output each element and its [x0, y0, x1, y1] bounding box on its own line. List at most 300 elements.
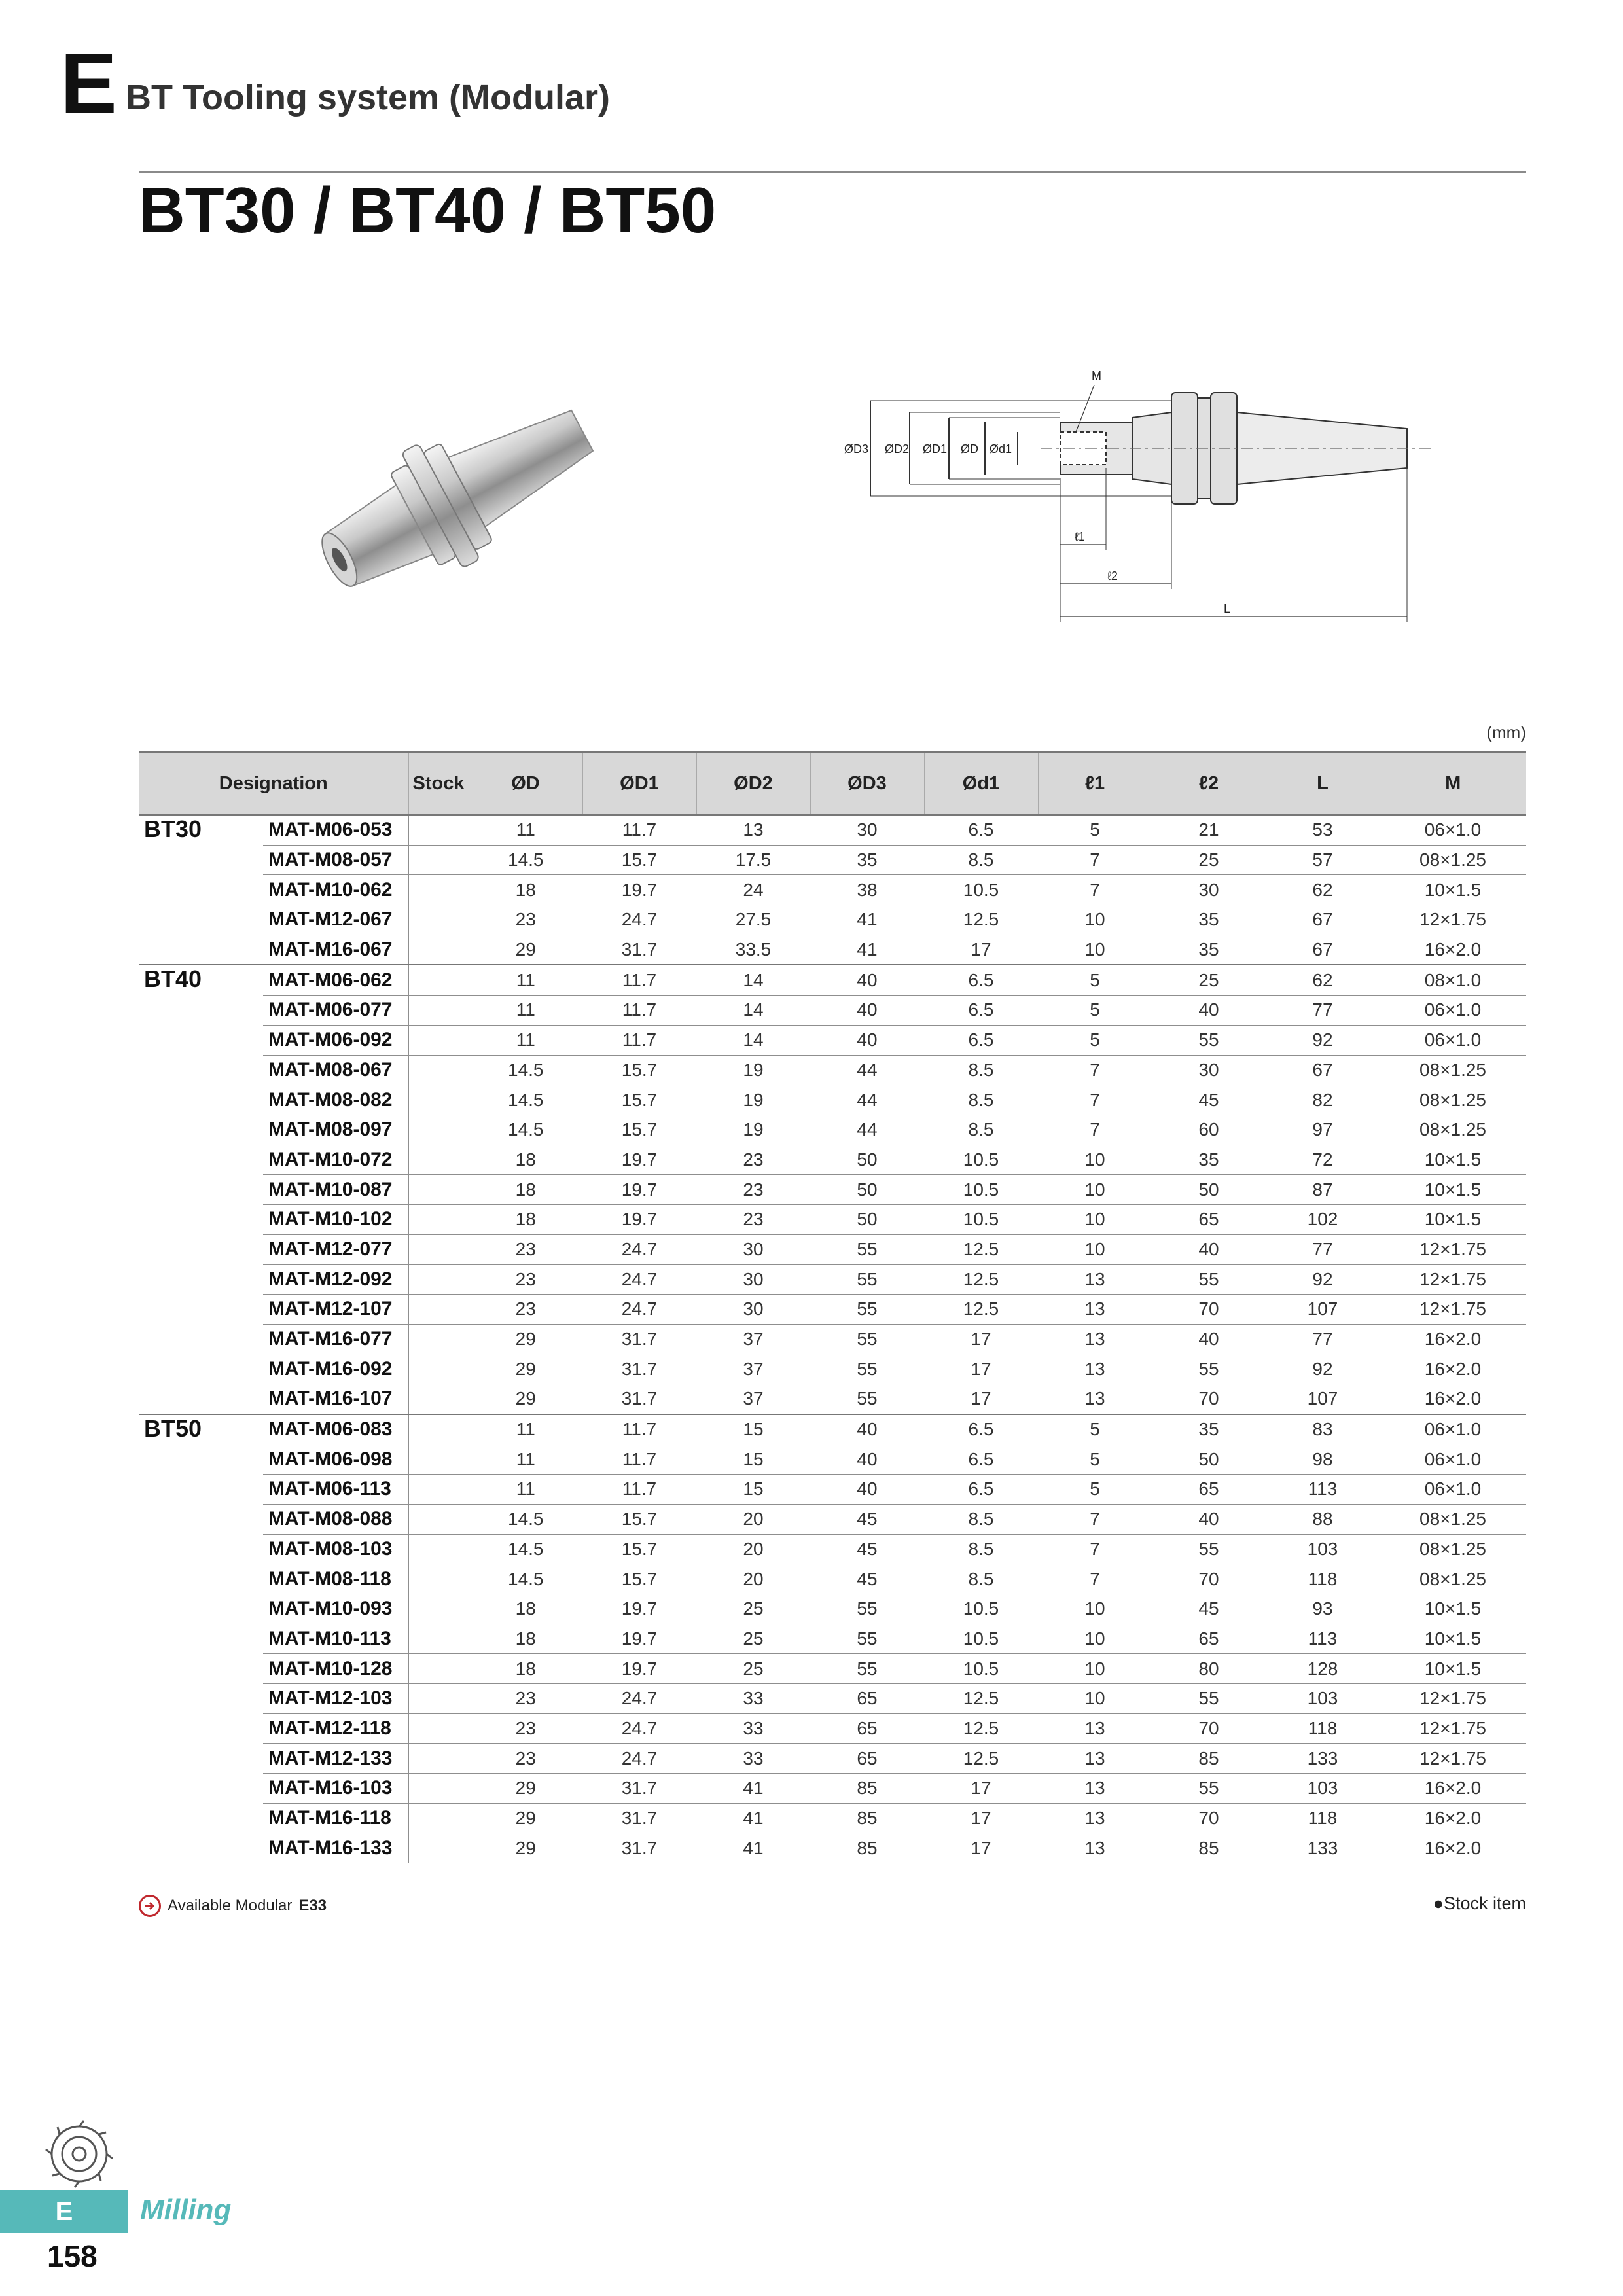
stock-cell [408, 1145, 469, 1175]
value-cell: 12.5 [924, 1713, 1038, 1744]
value-cell: 103 [1266, 1534, 1380, 1564]
table-row [139, 1833, 1526, 1863]
value-cell: 17.5 [696, 845, 810, 875]
value-cell: 40 [810, 1475, 924, 1505]
technical-drawing [844, 360, 1446, 635]
header-divider [139, 171, 1526, 173]
designation-cell: MAT-M06-077 [263, 996, 408, 1026]
value-cell: 24.7 [582, 1713, 696, 1744]
value-cell: 12.5 [924, 1295, 1038, 1325]
value-cell: 19.7 [582, 1175, 696, 1205]
value-cell: 7 [1038, 1115, 1152, 1145]
value-cell: 70 [1152, 1295, 1266, 1325]
designation-cell: MAT-M06-098 [263, 1444, 408, 1475]
value-cell: 7 [1038, 1085, 1152, 1115]
value-cell: 18 [469, 1145, 582, 1175]
value-cell: 5 [1038, 1414, 1152, 1444]
stock-cell [408, 1265, 469, 1295]
designation-cell: MAT-M12-118 [263, 1713, 408, 1744]
value-cell: 23 [469, 905, 582, 935]
value-cell: 55 [1152, 1683, 1266, 1713]
stock-cell [408, 935, 469, 965]
stock-cell [408, 1234, 469, 1265]
value-cell: 65 [1152, 1204, 1266, 1234]
value-cell: 41 [696, 1774, 810, 1804]
value-cell: 12.5 [924, 1265, 1038, 1295]
value-cell: 31.7 [582, 1384, 696, 1414]
header-d3: ØD3 [810, 752, 924, 815]
value-cell: 45 [1152, 1594, 1266, 1624]
table-row [139, 1025, 1526, 1055]
designation-cell: MAT-M16-133 [263, 1833, 408, 1863]
value-cell: 92 [1266, 1265, 1380, 1295]
table-row [139, 1384, 1526, 1414]
value-cell: 23 [696, 1145, 810, 1175]
value-cell: 55 [810, 1324, 924, 1354]
value-cell: 55 [810, 1295, 924, 1325]
value-cell: 20 [696, 1534, 810, 1564]
value-cell: 16×2.0 [1380, 1384, 1526, 1414]
value-cell: 11.7 [582, 965, 696, 995]
value-cell: 10×1.5 [1380, 1175, 1526, 1205]
value-cell: 20 [696, 1564, 810, 1594]
value-cell: 31.7 [582, 1324, 696, 1354]
value-cell: 70 [1152, 1803, 1266, 1833]
value-cell: 37 [696, 1354, 810, 1384]
value-cell: 08×1.25 [1380, 1534, 1526, 1564]
value-cell: 10.5 [924, 1654, 1038, 1684]
value-cell: 65 [810, 1713, 924, 1744]
table-row [139, 1444, 1526, 1475]
value-cell: 44 [810, 1055, 924, 1085]
value-cell: 21 [1152, 815, 1266, 845]
value-cell: 15 [696, 1475, 810, 1505]
value-cell: 133 [1266, 1744, 1380, 1774]
value-cell: 118 [1266, 1564, 1380, 1594]
value-cell: 55 [810, 1354, 924, 1384]
value-cell: 10 [1038, 1654, 1152, 1684]
value-cell: 30 [696, 1295, 810, 1325]
value-cell: 10×1.5 [1380, 1204, 1526, 1234]
value-cell: 29 [469, 1384, 582, 1414]
value-cell: 18 [469, 875, 582, 905]
table-row [139, 1414, 1526, 1444]
header-d1-outer: ØD1 [582, 752, 696, 815]
value-cell: 14.5 [469, 845, 582, 875]
stock-cell [408, 1475, 469, 1505]
stock-cell [408, 1683, 469, 1713]
designation-cell: MAT-M16-067 [263, 935, 408, 965]
label-D3: ØD3 [844, 442, 869, 456]
group-label: BT40 [139, 965, 263, 1414]
value-cell: 55 [810, 1624, 924, 1654]
value-cell: 57 [1266, 845, 1380, 875]
value-cell: 35 [1152, 905, 1266, 935]
value-cell: 23 [696, 1175, 810, 1205]
stock-cell [408, 815, 469, 845]
value-cell: 44 [810, 1085, 924, 1115]
value-cell: 5 [1038, 815, 1152, 845]
table-row [139, 1594, 1526, 1624]
value-cell: 14 [696, 965, 810, 995]
value-cell: 10 [1038, 1204, 1152, 1234]
value-cell: 06×1.0 [1380, 1475, 1526, 1505]
value-cell: 11 [469, 1444, 582, 1475]
value-cell: 12.5 [924, 1744, 1038, 1774]
header-d1-inner: Ød1 [924, 752, 1038, 815]
value-cell: 15.7 [582, 1534, 696, 1564]
table-row [139, 1354, 1526, 1384]
table-row [139, 1774, 1526, 1804]
value-cell: 23 [696, 1204, 810, 1234]
label-D: ØD [961, 442, 978, 456]
group-label: BT30 [139, 815, 263, 965]
value-cell: 06×1.0 [1380, 815, 1526, 845]
table-row [139, 875, 1526, 905]
header-designation: Designation [139, 752, 408, 815]
group-label: BT50 [139, 1414, 263, 1863]
value-cell: 13 [1038, 1295, 1152, 1325]
value-cell: 55 [1152, 1354, 1266, 1384]
value-cell: 10.5 [924, 1204, 1038, 1234]
stock-cell [408, 1833, 469, 1863]
table-row [139, 1055, 1526, 1085]
value-cell: 31.7 [582, 1774, 696, 1804]
table-row [139, 1504, 1526, 1534]
table-row [139, 1564, 1526, 1594]
designation-cell: MAT-M10-072 [263, 1145, 408, 1175]
value-cell: 80 [1152, 1654, 1266, 1684]
value-cell: 55 [1152, 1265, 1266, 1295]
value-cell: 44 [810, 1115, 924, 1145]
value-cell: 62 [1266, 875, 1380, 905]
value-cell: 107 [1266, 1295, 1380, 1325]
value-cell: 35 [1152, 1414, 1266, 1444]
value-cell: 33 [696, 1744, 810, 1774]
value-cell: 107 [1266, 1384, 1380, 1414]
value-cell: 11.7 [582, 1025, 696, 1055]
designation-cell: MAT-M16-107 [263, 1384, 408, 1414]
value-cell: 17 [924, 935, 1038, 965]
value-cell: 08×1.25 [1380, 1055, 1526, 1085]
footer-section-label: Milling [140, 2194, 232, 2226]
value-cell: 128 [1266, 1654, 1380, 1684]
table-row [139, 815, 1526, 845]
value-cell: 6.5 [924, 1475, 1038, 1505]
designation-cell: MAT-M16-077 [263, 1324, 408, 1354]
value-cell: 70 [1152, 1564, 1266, 1594]
value-cell: 6.5 [924, 1444, 1038, 1475]
value-cell: 13 [1038, 1803, 1152, 1833]
label-L: L [1224, 602, 1231, 615]
designation-cell: MAT-M12-103 [263, 1683, 408, 1713]
table-row [139, 1115, 1526, 1145]
value-cell: 13 [1038, 1744, 1152, 1774]
value-cell: 06×1.0 [1380, 1444, 1526, 1475]
value-cell: 17 [924, 1354, 1038, 1384]
value-cell: 12×1.75 [1380, 1744, 1526, 1774]
value-cell: 15.7 [582, 1564, 696, 1594]
value-cell: 29 [469, 1803, 582, 1833]
stock-cell [408, 845, 469, 875]
stock-cell [408, 1774, 469, 1804]
value-cell: 25 [1152, 965, 1266, 995]
value-cell: 12×1.75 [1380, 1683, 1526, 1713]
stock-cell [408, 1594, 469, 1624]
value-cell: 103 [1266, 1683, 1380, 1713]
value-cell: 10 [1038, 905, 1152, 935]
designation-cell: MAT-M06-083 [263, 1414, 408, 1444]
value-cell: 12.5 [924, 1683, 1038, 1713]
stock-cell [408, 905, 469, 935]
header-stock: Stock [408, 752, 469, 815]
value-cell: 7 [1038, 845, 1152, 875]
value-cell: 17 [924, 1324, 1038, 1354]
table-row [139, 845, 1526, 875]
value-cell: 85 [810, 1833, 924, 1863]
value-cell: 5 [1038, 1025, 1152, 1055]
value-cell: 33 [696, 1683, 810, 1713]
value-cell: 30 [1152, 1055, 1266, 1085]
value-cell: 30 [696, 1234, 810, 1265]
value-cell: 14.5 [469, 1564, 582, 1594]
table-row [139, 905, 1526, 935]
value-cell: 14 [696, 996, 810, 1026]
designation-cell: MAT-M10-113 [263, 1624, 408, 1654]
label-D1: ØD1 [923, 442, 948, 456]
value-cell: 31.7 [582, 1354, 696, 1384]
designation-cell: MAT-M10-062 [263, 875, 408, 905]
value-cell: 8.5 [924, 1504, 1038, 1534]
value-cell: 12.5 [924, 1234, 1038, 1265]
value-cell: 10.5 [924, 1594, 1038, 1624]
value-cell: 23 [469, 1265, 582, 1295]
value-cell: 10 [1038, 1624, 1152, 1654]
value-cell: 12×1.75 [1380, 1713, 1526, 1744]
value-cell: 10 [1038, 1594, 1152, 1624]
designation-cell: MAT-M10-128 [263, 1654, 408, 1684]
value-cell: 55 [810, 1234, 924, 1265]
value-cell: 77 [1266, 1324, 1380, 1354]
value-cell: 24.7 [582, 1295, 696, 1325]
value-cell: 11.7 [582, 1414, 696, 1444]
value-cell: 33 [696, 1713, 810, 1744]
value-cell: 13 [1038, 1833, 1152, 1863]
value-cell: 06×1.0 [1380, 996, 1526, 1026]
value-cell: 18 [469, 1624, 582, 1654]
value-cell: 55 [1152, 1025, 1266, 1055]
table-body [139, 815, 1526, 1863]
value-cell: 25 [696, 1594, 810, 1624]
value-cell: 35 [1152, 1145, 1266, 1175]
designation-cell: MAT-M16-118 [263, 1803, 408, 1833]
designation-cell: MAT-M10-087 [263, 1175, 408, 1205]
stock-item-legend: ●Stock item [1433, 1893, 1526, 1913]
value-cell: 40 [1152, 1234, 1266, 1265]
value-cell: 08×1.25 [1380, 1115, 1526, 1145]
value-cell: 14.5 [469, 1055, 582, 1085]
value-cell: 14.5 [469, 1085, 582, 1115]
value-cell: 10 [1038, 1234, 1152, 1265]
designation-cell: MAT-M12-067 [263, 905, 408, 935]
value-cell: 23 [469, 1713, 582, 1744]
value-cell: 15 [696, 1444, 810, 1475]
value-cell: 15.7 [582, 845, 696, 875]
stock-cell [408, 1055, 469, 1085]
value-cell: 50 [810, 1145, 924, 1175]
value-cell: 38 [810, 875, 924, 905]
unit-label: (mm) [1486, 723, 1526, 742]
value-cell: 8.5 [924, 1085, 1038, 1115]
value-cell: 13 [1038, 1354, 1152, 1384]
value-cell: 24.7 [582, 905, 696, 935]
milling-cutter-logo-icon [43, 2118, 115, 2190]
stock-cell [408, 1624, 469, 1654]
designation-cell: MAT-M12-133 [263, 1744, 408, 1774]
value-cell: 77 [1266, 996, 1380, 1026]
value-cell: 8.5 [924, 1055, 1038, 1085]
value-cell: 12×1.75 [1380, 905, 1526, 935]
designation-cell: MAT-M08-088 [263, 1504, 408, 1534]
value-cell: 31.7 [582, 935, 696, 965]
value-cell: 23 [469, 1683, 582, 1713]
available-modular-text: Available Modular [168, 1897, 293, 1914]
value-cell: 11 [469, 815, 582, 845]
value-cell: 24 [696, 875, 810, 905]
value-cell: 29 [469, 1354, 582, 1384]
value-cell: 11 [469, 1475, 582, 1505]
value-cell: 41 [810, 935, 924, 965]
table-row [139, 1295, 1526, 1325]
value-cell: 14.5 [469, 1534, 582, 1564]
value-cell: 70 [1152, 1713, 1266, 1744]
table-row [139, 1713, 1526, 1744]
stock-cell [408, 1504, 469, 1534]
value-cell: 19 [696, 1085, 810, 1115]
value-cell: 16×2.0 [1380, 1774, 1526, 1804]
value-cell: 98 [1266, 1444, 1380, 1475]
table-row [139, 1534, 1526, 1564]
stock-cell [408, 1354, 469, 1384]
value-cell: 27.5 [696, 905, 810, 935]
stock-cell [408, 1744, 469, 1774]
value-cell: 06×1.0 [1380, 1414, 1526, 1444]
value-cell: 18 [469, 1654, 582, 1684]
value-cell: 25 [696, 1624, 810, 1654]
value-cell: 55 [810, 1384, 924, 1414]
stock-cell [408, 1115, 469, 1145]
value-cell: 40 [1152, 996, 1266, 1026]
value-cell: 12×1.75 [1380, 1234, 1526, 1265]
value-cell: 13 [696, 815, 810, 845]
value-cell: 08×1.0 [1380, 965, 1526, 995]
table-row [139, 965, 1526, 995]
value-cell: 7 [1038, 1534, 1152, 1564]
value-cell: 16×2.0 [1380, 1324, 1526, 1354]
header-d2: ØD2 [696, 752, 810, 815]
value-cell: 11 [469, 1414, 582, 1444]
value-cell: 19.7 [582, 875, 696, 905]
table-row [139, 996, 1526, 1026]
value-cell: 25 [696, 1654, 810, 1684]
value-cell: 85 [810, 1803, 924, 1833]
value-cell: 24.7 [582, 1234, 696, 1265]
value-cell: 19 [696, 1115, 810, 1145]
value-cell: 13 [1038, 1774, 1152, 1804]
value-cell: 33.5 [696, 935, 810, 965]
value-cell: 35 [1152, 935, 1266, 965]
value-cell: 15.7 [582, 1055, 696, 1085]
arrow-circle-icon [139, 1895, 161, 1917]
value-cell: 19.7 [582, 1654, 696, 1684]
value-cell: 92 [1266, 1025, 1380, 1055]
value-cell: 19.7 [582, 1145, 696, 1175]
value-cell: 12×1.75 [1380, 1295, 1526, 1325]
designation-cell: MAT-M06-062 [263, 965, 408, 995]
stock-cell [408, 1803, 469, 1833]
header-l2: ℓ2 [1152, 752, 1266, 815]
table-row [139, 1654, 1526, 1684]
label-M: M [1092, 369, 1101, 382]
stock-cell [408, 965, 469, 995]
value-cell: 14.5 [469, 1504, 582, 1534]
value-cell: 41 [696, 1803, 810, 1833]
value-cell: 7 [1038, 1504, 1152, 1534]
designation-cell: MAT-M08-057 [263, 845, 408, 875]
tool-holder-photo [236, 367, 628, 655]
value-cell: 10 [1038, 1145, 1152, 1175]
value-cell: 6.5 [924, 815, 1038, 845]
designation-cell: MAT-M12-092 [263, 1265, 408, 1295]
designation-cell: MAT-M08-067 [263, 1055, 408, 1085]
value-cell: 29 [469, 1774, 582, 1804]
value-cell: 45 [1152, 1085, 1266, 1115]
page-number: 158 [47, 2239, 98, 2273]
value-cell: 19.7 [582, 1204, 696, 1234]
stock-cell [408, 1175, 469, 1205]
value-cell: 13 [1038, 1324, 1152, 1354]
value-cell: 65 [1152, 1475, 1266, 1505]
value-cell: 24.7 [582, 1744, 696, 1774]
value-cell: 45 [810, 1564, 924, 1594]
value-cell: 50 [810, 1175, 924, 1205]
value-cell: 18 [469, 1204, 582, 1234]
value-cell: 7 [1038, 1564, 1152, 1594]
value-cell: 30 [810, 815, 924, 845]
value-cell: 37 [696, 1324, 810, 1354]
value-cell: 23 [469, 1295, 582, 1325]
value-cell: 72 [1266, 1145, 1380, 1175]
value-cell: 14 [696, 1025, 810, 1055]
value-cell: 23 [469, 1744, 582, 1774]
value-cell: 30 [696, 1265, 810, 1295]
value-cell: 10×1.5 [1380, 875, 1526, 905]
value-cell: 65 [1152, 1624, 1266, 1654]
value-cell: 50 [810, 1204, 924, 1234]
value-cell: 16×2.0 [1380, 1354, 1526, 1384]
designation-cell: MAT-M08-082 [263, 1085, 408, 1115]
designation-cell: MAT-M06-113 [263, 1475, 408, 1505]
value-cell: 15.7 [582, 1085, 696, 1115]
value-cell: 6.5 [924, 1025, 1038, 1055]
value-cell: 5 [1038, 965, 1152, 995]
value-cell: 11.7 [582, 996, 696, 1026]
value-cell: 17 [924, 1384, 1038, 1414]
value-cell: 19.7 [582, 1624, 696, 1654]
value-cell: 11 [469, 996, 582, 1026]
value-cell: 31.7 [582, 1833, 696, 1863]
value-cell: 13 [1038, 1713, 1152, 1744]
